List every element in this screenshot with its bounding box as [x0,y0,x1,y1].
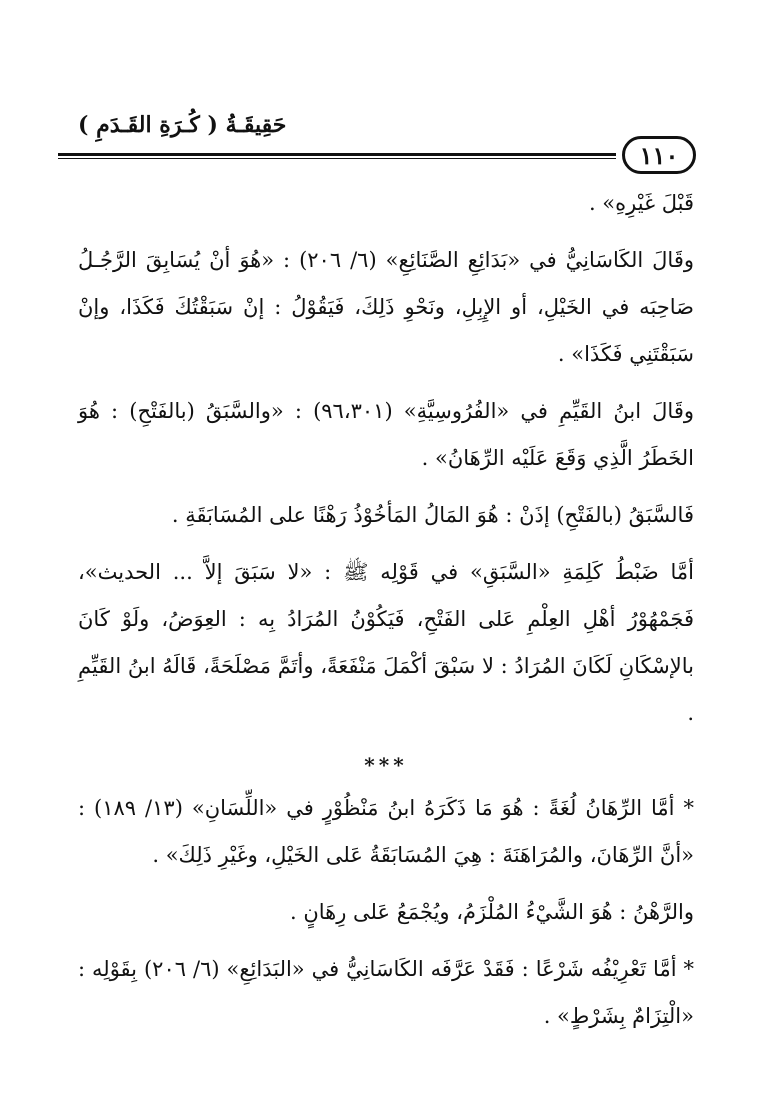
paragraph: وقَالَ الكَاسَانِيُّ في «بَدَائِعِ الصَّنَائِعِ» (٦/ ٢٠٦) : «هُوَ أنْ يُسَابِقَ الرَّجُـلُ صَاحِبَه في الخَيْلِ، أو الإِبِلِ، ونَحْوِ ذَلِكَ، فَيَقُوْلُ : إنْ سَبَقْتُكَ فَكَذَا، وإنْ سَبَقْتَنِي فَكَذَا» . [78,248,694,366]
running-title: حَقِيقَـةُ ( كُـرَةِ القَـدَمِ ) [78,112,287,138]
body-text [78,180,694,1040]
paragraph: أمَّا ضَبْطُ كَلِمَةِ «السَّبَقِ» في قَوْلِه ﷺ : «لا سَبَقَ إلاَّ ... الحديث»، فَجَمْهُوْرُ أهْلِ العِلْمِ عَلى الفَتْحِ، فَيَكُوْنُ المُرَادُ بِه : العِوَضُ، ولَوْ كَانَ بالإسْكَانِ لَكَانَ المُرَادُ : لا سَبْقَ أكْمَلَ مَنْفَعَةً، وأتَمَّ مَصْلَحَةً، قَالَهُ ابنُ القَيِّمِ . [78,560,694,725]
paragraph: * أمَّا تَعْرِيْفُه شَرْعًا : فَقَدْ عَرَّفَه الكَاسَانِيُّ في «البَدَائِعِ» (٦/ ٢٠٦) بِقَوْلِه : «الْتِزَامٌ بِشَرْطٍ» . [78,957,694,1028]
paragraph: والرَّهْنُ : هُوَ الشَّيْءُ المُلْزَمُ، ويُجْمَعُ عَلى رِهَانٍ . [289,900,694,924]
paragraph: وقَالَ ابنُ القَيِّمِ في «الفُرُوسِيَّةِ» (٩٦،٣٠١) : «والسَّبَقُ (بالفَتْحِ) : هُوَ الخَطَرُ الَّذِي وَقَعَ عَلَيْه الرِّهَانُ» . [78,399,694,470]
page-header [58,112,712,182]
paragraph: فَالسَّبَقُ (بالفَتْحِ) إذَنْ : هُوَ المَالُ المَأخُوْذُ رَهْنًا على المُسَابَقَةِ . [171,503,694,527]
paragraph: * أمَّا الرِّهَانُ لُغَةً : هُوَ مَا ذَكَرَهُ ابنُ مَنْظُوْرٍ في «اللِّسَانِ» (١٣/ ١٨٩) : «أنَّ الرِّهَانَ، والمُرَاهَنَةَ : هِيَ المُسَابَقَةُ عَلى الخَيْلِ، وغَيْرِ ذَلِكَ» . [78,796,694,867]
page-number: ١١٠ [622,136,696,174]
section-separator: *** [364,753,408,777]
paragraph: قَبْلَ غَيْرِهِ» . [588,191,694,215]
header-rule [58,153,616,159]
